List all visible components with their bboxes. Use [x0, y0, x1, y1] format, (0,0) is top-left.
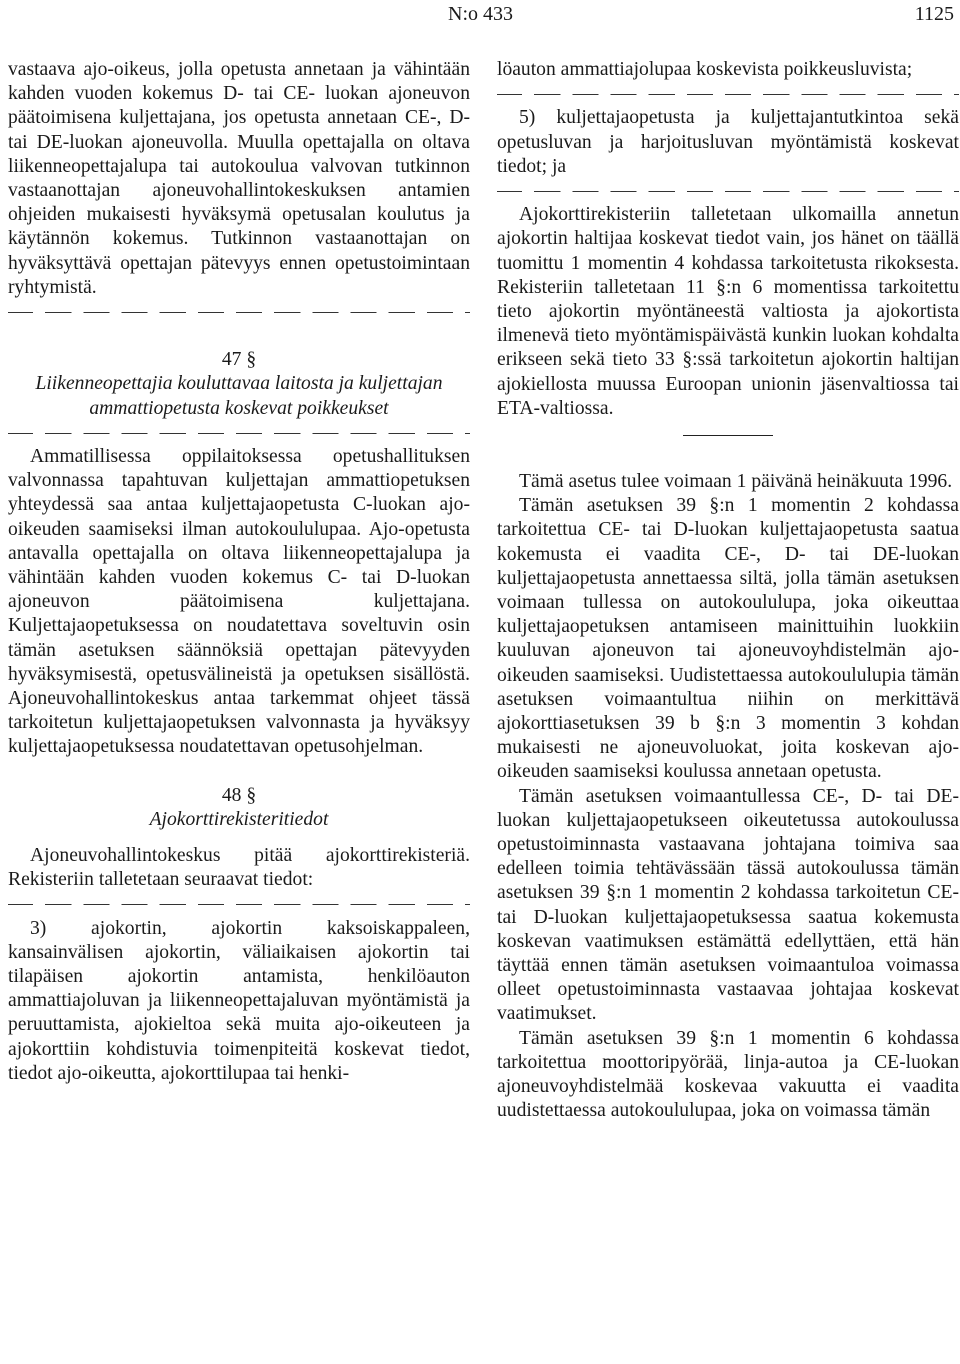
section-title: Liikenneopettajia kouluttavaa laitosta ja kuljettajan ammattiopetusta koskevat poikkeukset: [35, 373, 443, 419]
spacer: [8, 832, 470, 844]
page-number: 1125: [914, 3, 954, 25]
omission-dashes: [8, 300, 470, 324]
section-number: 48 §: [221, 784, 257, 806]
paragraph: Tämän asetuksen 39 §:n 1 momentin 6 kohdassa tarkoitettua moottoripyörää, linja-autoa ja CE-luokan ajoneuvoyhdistelmää koskevaa vakuutta ei vaadita uudistettaessa autokoululupaa, joka on voimassa tämän: [497, 1027, 959, 1122]
right-column: [497, 58, 959, 1124]
paragraph: 5) kuljettajaopetusta ja kuljettajantutkintoa sekä opetusluvan ja harjoitusluvan myöntämistä koskevat tiedot; ja: [497, 107, 959, 177]
page-header: [0, 0, 960, 30]
closing-rule: [683, 435, 773, 436]
paragraph: Ajoneuvohallintokeskus pitää ajokorttirekisteriä. Rekisteriin talletetaan seuraavat tiedot:: [8, 845, 470, 891]
paragraph: vastaava ajo-oikeus, jolla opetusta annetaan ja vähintään kahden vuoden kokemus D- tai CE- luokan ajoneuvon päätoimisena kuljettajana, jos opetusta annetaan CE-, D- tai DE-luokan ajoneuvolla. Muulla opettajalla on oltava liikenneopettajalupa tai autokoulua valvovan tutkinnon vastaanottajan ajoneuvohallintokeskuksen antamien ohjeiden mukaisesti hyväksymä opetusalan koulutus ja käytännön kokemus. Tutkinnon vastaanottajan on hyväksyttävä opettajan pätevyys ennen opetustoimintaan ryhtymistä.: [8, 59, 470, 298]
omission-dashes: [8, 892, 470, 916]
paragraph: Tämän asetuksen 39 §:n 1 momentin 2 kohdassa tarkoitettua CE- tai D-luokan kuljettajaopetusta saatua kokemusta ei vaadita CE-, D- tai DE-luokan kuljettajaopetusta annettaessa siltä, jolla tämän asetuksen voimaan tullessa on autokoululupa, joka oikeuttaa kuljettajaopetuksen antamiseen mainittuihin luokkiin kuuluvan ajoneuvon tai ajoneuvoyhdistelmän ajo-oikeuden saamiseksi. Uudistettaessa autokoululupia tämän asetuksen voimaantultua niihin on merkittävä ajokorttiasetuksen 39 b §:n 3 momentin 3 kohdan mukaisesti ne ajoneuvoluokat, joita koskevan ajo-oikeuden saamiseksi koulussa annetaan opetusta.: [497, 495, 959, 783]
omission-dashes: [497, 179, 959, 203]
section-number: 47 §: [221, 349, 257, 371]
omission-dashes: [8, 421, 470, 445]
left-column: [8, 58, 470, 1086]
paragraph: löauton ammattiajolupaa koskevista poikkeusluvista;: [497, 59, 913, 80]
paragraph: Tämän asetuksen voimaantullessa CE-, D- tai DE-luokan kuljettajaopetukseen oikeutetussa autokoulussa opetustoiminnasta vastaavana johtajana toimiva saa edelleen toimia tehtävässään tässä autokoulussa tämän asetuksen 39 §:n 1 momentin 2 kohdassa tarkoitetun CE- tai D-luokan kuljettajaopetuksessa saatua kokemusta koskevan vaatimuksen estämättä edellyttäen, että hän täyttää ennen tämän asetuksen voimaantuloa voimassa olleet opetustoiminnasta vastaavaa johtajaa koskevat vaatimukset.: [497, 785, 959, 1025]
issue-number: N:o 433: [448, 3, 513, 25]
omission-dashes: [497, 82, 959, 106]
paragraph: 3) ajokortin, ajokortin kaksoiskappaleen, kansainvälisen ajokortin, väliaikaisen ajokortin tai tilapäisen ajokortin antamista, henkilöauton ammattiajoluvan ja liikenneopettajaluvan myöntämistä ja peruuttamista, ajokieltoa sekä muita ajo-oikeuteen ja ajokorttiin kohdistuvia toimenpiteitä koskevat tiedot, tiedot ajo-oikeutta, ajokorttilupaa tai henki-: [8, 917, 470, 1084]
paragraph: Tämä asetus tulee voimaan 1 päivänä heinäkuuta 1996.: [519, 471, 953, 493]
paragraph: Ammatillisessa oppilaitoksessa opetushallituksen valvonnassa tapahtuvan kuljettajan ammattiopetuksen yhteydessä saa antaa kuljettajaopetusta C-luokan ajo-oikeuden saamiseksi ilman autokoululupaa. Ajo-opetusta antavalla opettajalla on oltava liikenneopettajalupa ja vähintään kahden vuoden kokemus C- tai D-luokan ajoneuvon päätoimisena kuljettajana. Kuljettajaopetuksessa on noudatettava soveltuvin osin tämän asetuksen säännöksiä opettajan pätevyyden hyväksymisestä, opetusvälineistä ja opetuksen sisällöstä. Ajoneuvohallintokeskus antaa tarkemmat ohjeet tässä tarkoitetun kuljettajaopetuksen valvonnasta ja hyväksyy kuljettajaopetuksessa noudatettavan opetusohjelman.: [8, 446, 470, 758]
section-title: Ajokorttirekisteritiedot: [149, 808, 329, 830]
paragraph: Ajokorttirekisteriin talletetaan ulkomailla annetun ajokortin haltijaa koskevat tiedot vain, jos hänet on täällä tuomittu 1 momentin 4 kohdassa tarkoitetusta rikoksesta. Rekisteriin talletetaan 11 §:n 6 momentissa tarkoitettu tieto ajokortin myöntäneestä valtiosta ja ajokortista ilmenevä tieto myöntämispäivästä kunkin luokan kohdalta erikseen sekä tieto 33 §:ssä tarkoitetun ajokortin haltijan ajokiellosta muussa Euroopan unionin jäsenvaltiossa tai ETA-valtiossa.: [497, 204, 959, 419]
